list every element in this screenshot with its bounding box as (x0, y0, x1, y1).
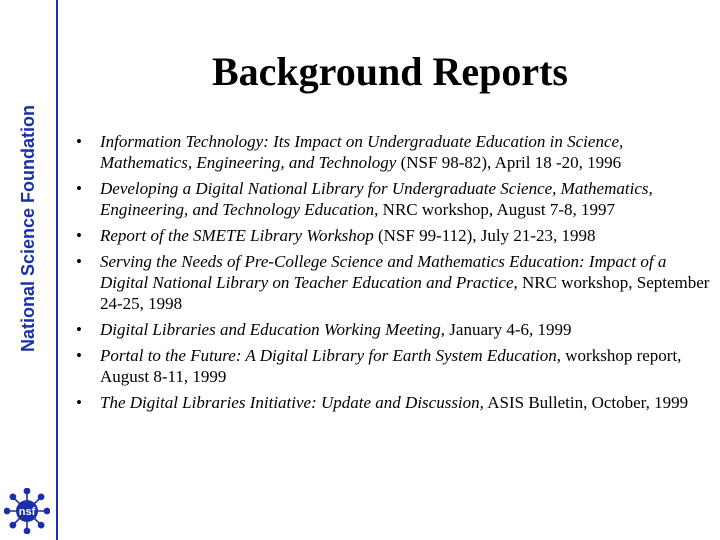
logo-text: nsf (18, 506, 36, 518)
list-item (72, 178, 712, 220)
sidebar (0, 0, 60, 540)
list-item (72, 319, 712, 340)
report-title: Portal to the Future: A Digital Library for Earth System Education (100, 346, 557, 365)
sidebar-divider (56, 0, 58, 540)
report-details: , January 4-6, 1999 (440, 320, 572, 339)
report-details: (NSF 99-112), July 21-23, 1998 (373, 226, 596, 245)
report-title: Developing a Digital National Library for Undergraduate Science, Mathematics, Engineering, and Technology Education (100, 179, 653, 219)
report-details: (NSF 98-82), April 18 -20, 1996 (396, 153, 622, 172)
bullet-icon: • (76, 252, 82, 271)
bullet-icon: • (76, 393, 82, 412)
report-details: , NRC workshop, August 7-8, 1997 (374, 200, 616, 219)
bullet-icon: • (76, 226, 82, 245)
report-details: , workshop report, August 8-11, 1999 (100, 346, 682, 386)
report-title: The Digital Libraries Initiative: Update and Discussion, (100, 393, 484, 412)
report-details: ASIS Bulletin, October, 1999 (483, 393, 689, 412)
bullet-icon: • (76, 320, 82, 339)
list-item (72, 251, 712, 314)
report-details: , NRC workshop, September 24-25, 1998 (100, 273, 710, 313)
list-item (72, 345, 712, 387)
report-title: Information Technology: Its Impact on Undergraduate Education in Science, Mathematics, Engineering, and Technology (100, 132, 624, 172)
bullet-icon: • (76, 346, 82, 365)
organization-name: National Science Foundation (18, 104, 38, 352)
list-item (72, 131, 712, 173)
report-title: Digital Libraries and Education Working Meeting (100, 320, 441, 339)
list-item (72, 392, 712, 413)
bullet-icon: • (76, 179, 82, 198)
report-list (72, 131, 712, 418)
report-title: Report of the SMETE Library Workshop (100, 226, 374, 245)
nsf-logo-icon (4, 488, 50, 534)
report-title: Serving the Needs of Pre-College Science and Mathematics Education: Impact of a Digital National Library on Teacher Education and Practice (100, 252, 667, 292)
page-title: Background Reports (212, 49, 568, 94)
bullet-icon: • (76, 132, 82, 151)
list-item (72, 225, 712, 246)
